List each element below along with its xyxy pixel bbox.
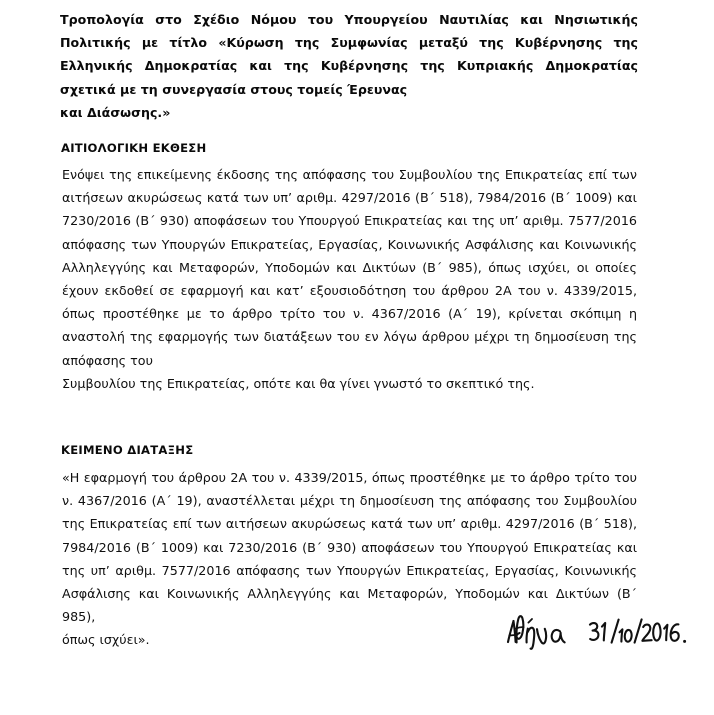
page-title-last-line: και Διάσωσης.» [60,104,171,120]
section-body-last-line: Συμβουλίου της Επικρατείας, οπότε και θα γίνει γνωστό το σκεπτικό της. [62,375,535,391]
section-heading-keimeno-diataxis: ΚΕΙΜΕΝΟ ΔΙΑΤΑΞΗΣ [61,443,194,457]
document-title-block [60,0,638,124]
section-body-text: «Η εφαρμογή του άρθρου 2Α του ν. 4339/2015, όπως προστέθηκε με το άρθρο τρίτο του ν. 4367/2016 (Α΄ 19), αναστέλλεται μέχρι τη δημοσίευση της απόφασης του Συμβουλίου της Επικρατείας επί των αιτήσεων ακυρώσεως κατά των υπ’ αριθμ. 4297/2016 (Β΄ 518), 7984/2016 (Β΄ 1009) και 7230/2016 (Β΄ 930) αποφάσεων του Υπουργού Επικρατείας και της υπ’ αριθμ. 7577/2016 απόφασης των Υπουργών Επικρατείας, Εργασίας, Κοινωνικής Ασφάλισης και Κοινωνικής Αλληλεγγύης και Μεταφορών, Υποδομών και Δικτύων (Β΄ 985), [62,470,637,625]
section-body-last-line: όπως ισχύει». [62,632,150,648]
section-body-text: Ενόψει της επικείμενης έκδοσης της απόφασης του Συμβουλίου της Επικρατείας επί των αιτήσεων ακυρώσεως κατά των υπ’ αριθμ. 4297/2016 (Β΄ 518), 7984/2016 (Β΄ 1009) και 7230/2016 (Β΄ 930) αποφάσεων του Υπουργού Επικρατείας και της υπ’ αριθμ. 7577/2016 απόφασης των Υπουργών Επικρατείας, Εργασίας, Κοινωνικής Ασφάλισης και Κοινωνικής Αλληλεγγύης και Μεταφορών, Υποδομών και Δικτύων (Β΄ 985), όπως ισχύει, οι οποίες έχουν εκδοθεί σε εφαρμογή και κατ’ εξουσιοδότηση του άρθρου 2Α του ν. 4339/2015, όπως προστέθηκε με το άρθρο τρίτο του ν. 4367/2016 (Α΄ 19), κρίνεται σκόπιμη η αναστολή της εφαρμογής των διατάξεων του εν λόγω άρθρου μέχρι τη δημοσίευση της απόφασης του [62,167,637,368]
handwriting-ink-strokes [498,612,698,664]
page-title-text: Τροπολογία στο Σχέδιο Νόμου του Υπουργείου Ναυτιλίας και Νησιωτικής Πολιτικής με τίτλο «Κύρωση της Συμφωνίας μεταξύ της Κυβέρνησης της Ελληνικής Δημοκρατίας και της Κυβέρνησης της Κυπριακής Δημοκρατίας σχετικά με τη συνεργασία στους τομείς Έρευνας [60,12,638,97]
section-body-aitiologiki-ekthesi [62,163,637,395]
page-title [60,0,638,124]
handwritten-place-and-date [498,612,698,664]
section-heading-aitiologiki-ekthesi: ΑΙΤΙΟΛΟΓΙΚΗ ΕΚΘΕΣΗ [61,141,207,155]
